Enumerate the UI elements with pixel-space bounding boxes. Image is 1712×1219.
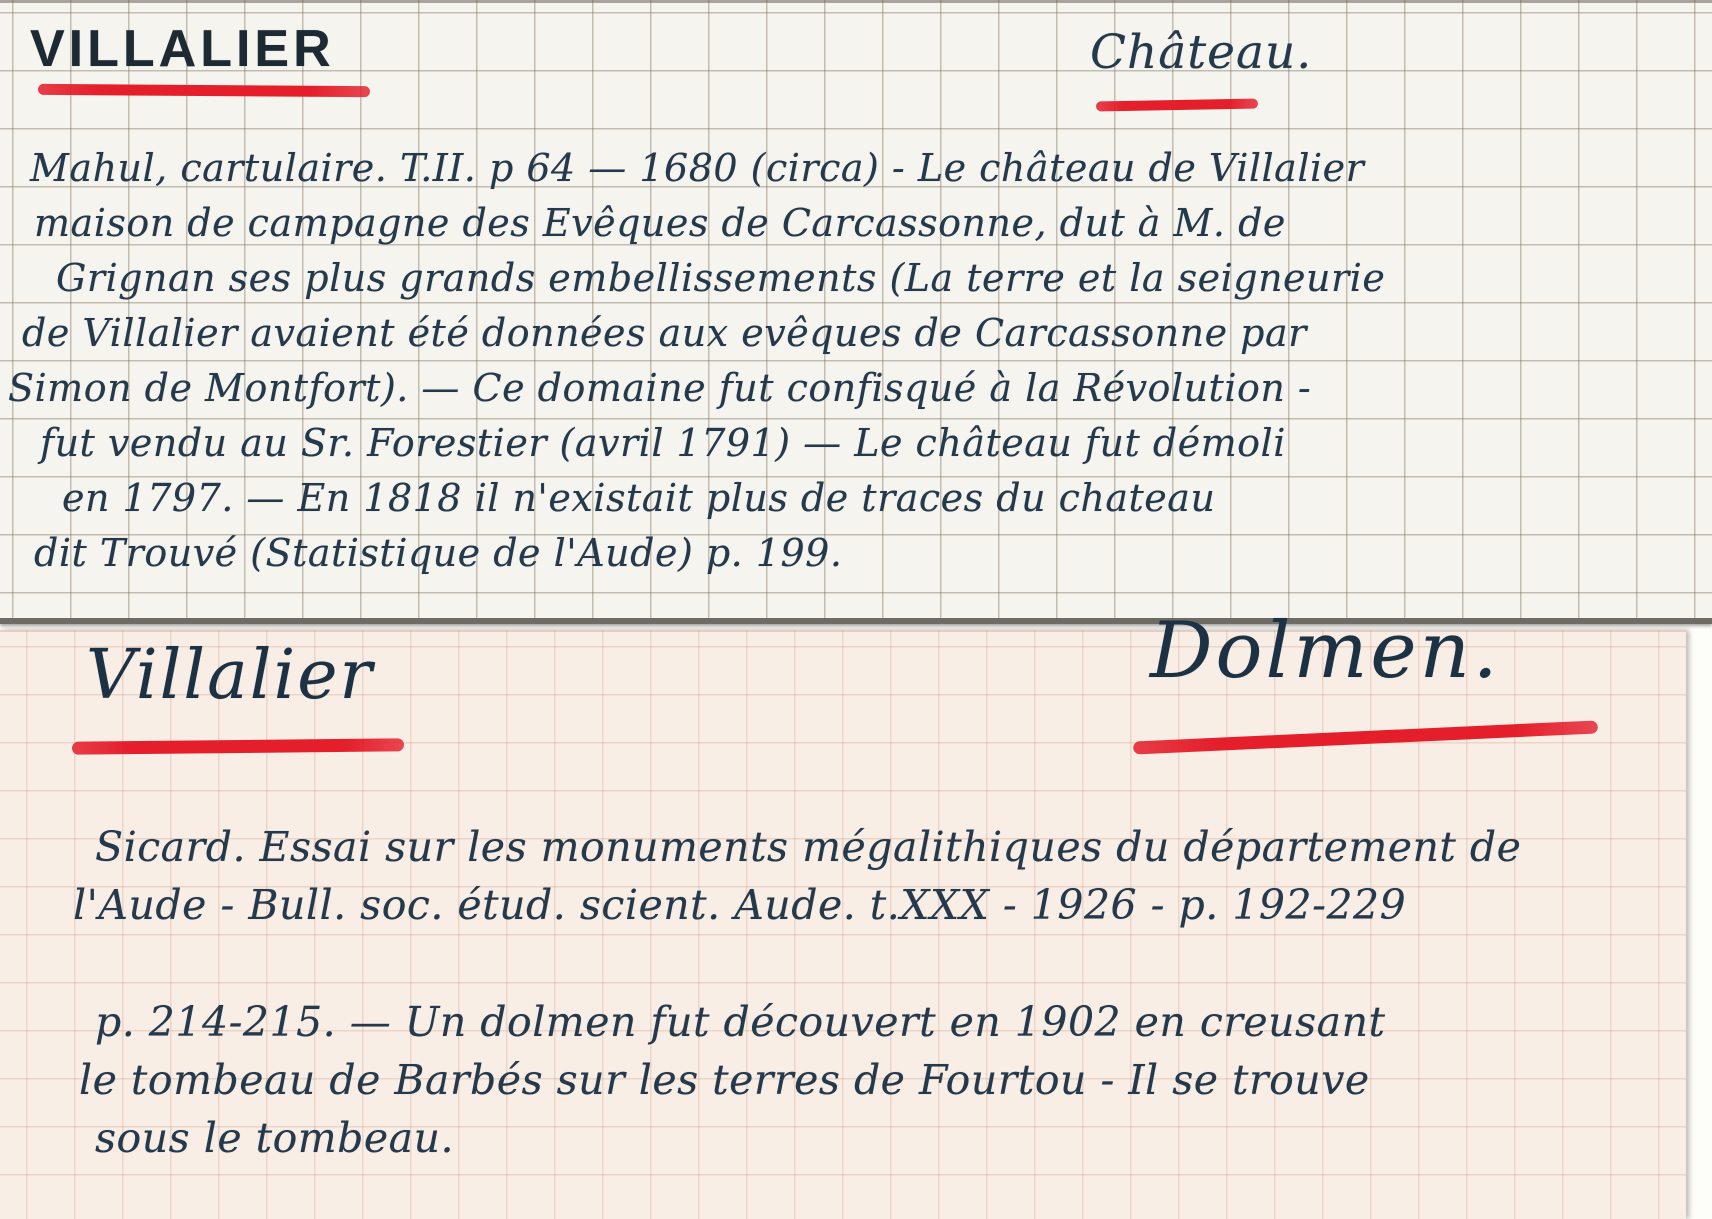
card-subject-chateau: Château. [1090,25,1313,80]
handwritten-line: p. 214-215. — Un dolmen fut découvert en 1902 en creusant [95,998,1386,1046]
handwritten-line: Mahul, cartulaire. T.II. p 64 — 1680 (circa) - Le château de Villalier [30,146,1365,190]
handwritten-line: en 1797. — En 1818 il n'existait plus de traces du chateau [62,476,1216,520]
handwritten-line: Grignan ses plus grands embellissements (La terre et la seigneurie [56,256,1386,300]
dolmen-reference-paragraph [73,818,1522,934]
handwritten-line: Simon de Montfort). — Ce domaine fut confisqué à la Révolution - [8,366,1312,410]
card-heading-villalier: VILLALIER [30,20,335,78]
handwritten-line: l'Aude - Bull. soc. étud. scient. Aude. t.XXX - 1926 - p. 192-229 [73,881,1407,929]
handwritten-line: le tombeau de Barbés sur les terres de Fourtou - Il se trouve [79,1056,1370,1104]
card-heading-villalier-script: Villalier [86,636,374,715]
handwritten-line: de Villalier avaient été données aux evêques de Carcassonne par [22,311,1307,355]
handwritten-line: dit Trouvé (Statistique de l'Aude) p. 199. [34,531,843,575]
card-subject-dolmen: Dolmen. [1150,606,1501,696]
handwritten-line: sous le tombeau. [95,1114,455,1162]
red-underline-chateau [1096,99,1258,112]
chateau-note-body [8,141,1386,581]
handwritten-line: fut vendu au Sr. Forestier (avril 1791) — Le château fut démoli [40,421,1286,465]
dolmen-note-paragraph [79,993,1386,1167]
handwritten-line: maison de campagne des Evêques de Carcassonne, dut à M. de [34,201,1286,245]
red-underline-villalier [38,84,370,97]
handwritten-line: Sicard. Essai sur les monuments mégalithiques du département de [95,823,1522,871]
